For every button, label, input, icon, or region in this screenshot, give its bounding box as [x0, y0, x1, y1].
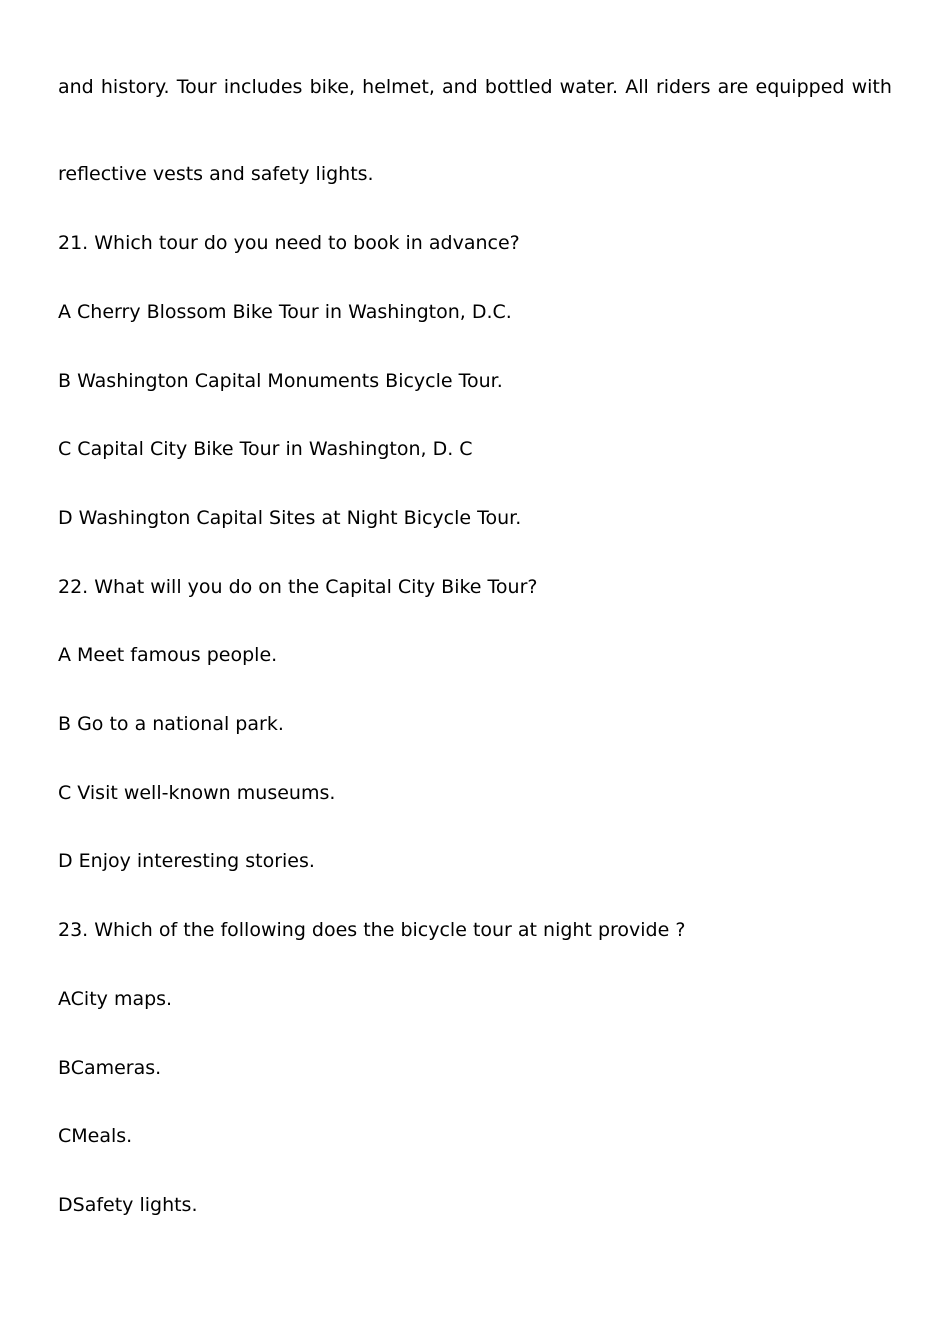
question-23-option-b: BCameras. [58, 1057, 162, 1079]
question-23-stem: 23. Which of the following does the bicycle tour at night provide ? [58, 919, 686, 941]
question-22-option-a: A Meet famous people. [58, 644, 278, 666]
passage-word: history. [100, 76, 170, 98]
question-23-option-d: DSafety lights. [58, 1194, 198, 1216]
question-21-option-a: A Cherry Blossom Bike Tour in Washington, D.C. [58, 301, 512, 323]
passage-word: equipped [755, 76, 845, 98]
passage-word: bike, [309, 76, 356, 98]
passage-word: riders [655, 76, 711, 98]
question-21-option-c: C Capital City Bike Tour in Washington, D. C [58, 438, 473, 460]
passage-word: Tour [176, 76, 217, 98]
passage-word: and [58, 76, 94, 98]
question-22-option-b: B Go to a national park. [58, 713, 284, 735]
question-22-stem: 22. What will you do on the Capital City Bike Tour? [58, 576, 538, 598]
passage-word: helmet, [362, 76, 435, 98]
question-22-option-c: C Visit well-known museums. [58, 782, 336, 804]
passage-word: includes [223, 76, 303, 98]
passage-line-1 [58, 74, 892, 100]
passage-word: with [851, 76, 892, 98]
question-23-option-a: ACity maps. [58, 988, 173, 1010]
passage-word: are [717, 76, 749, 98]
question-21-stem: 21. Which tour do you need to book in advance? [58, 232, 520, 254]
passage-line-2: reflective vests and safety lights. [58, 163, 374, 185]
question-23-option-c: CMeals. [58, 1125, 133, 1147]
question-21-option-b: B Washington Capital Monuments Bicycle Tour. [58, 370, 503, 392]
passage-word: bottled [484, 76, 553, 98]
passage-word: All [625, 76, 649, 98]
question-21-option-d: D Washington Capital Sites at Night Bicycle Tour. [58, 507, 522, 529]
question-22-option-d: D Enjoy interesting stories. [58, 850, 315, 872]
passage-word: and [442, 76, 478, 98]
passage-word: water. [559, 76, 619, 98]
